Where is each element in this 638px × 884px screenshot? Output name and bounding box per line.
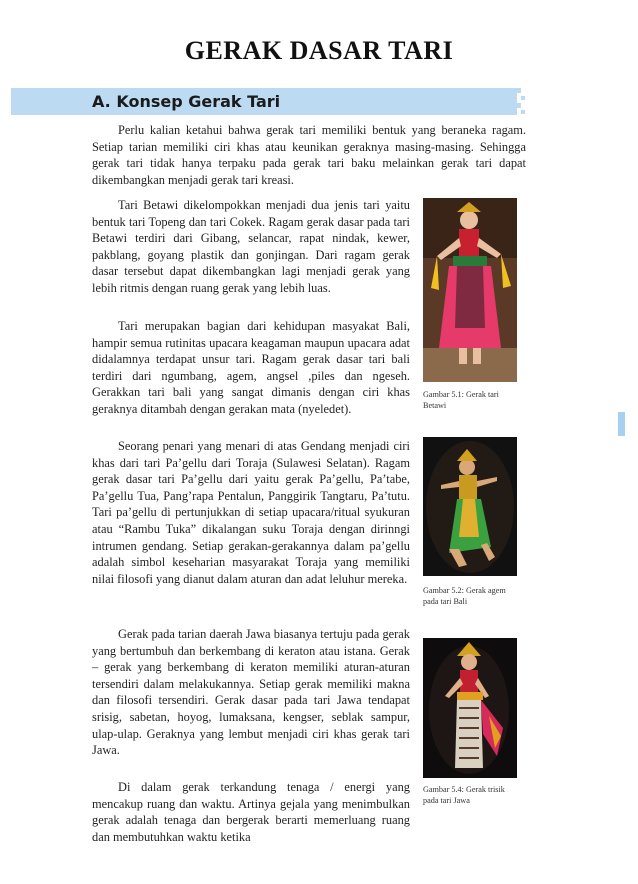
page-edge-tab — [618, 412, 625, 436]
bar-decoration — [516, 103, 521, 108]
section-title: A. Konsep Gerak Tari — [92, 92, 281, 111]
figure-caption: Gambar 5.1: Gerak tari Betawi — [423, 390, 499, 410]
bar-decoration — [521, 96, 525, 100]
paragraph-betawi: Tari Betawi dikelompokkan menjadi dua jenis tari yaitu bentuk tari Topeng dan tari Cokek. Ragam gerak dasar pada tari Betawi terdiri dari Gibang, selancar, rapat nindak, kewer, pakblang, goyang plastik dan gonjingan. Dari ragam gerak dasar tersebut dapat dikembangkan lagi menjadi gerak yang lebih ritmis dengan ruang gerak yang lebih luas. — [92, 198, 410, 295]
bali-dancer-photo — [423, 437, 517, 576]
page-title: GERAK DASAR TARI — [184, 36, 454, 65]
paragraph-toraja: Seorang penari yang menari di atas Gendang menjadi ciri khas dari tari Pa’gellu dari Toraja (Sulawesi Selatan). Ragam gerak dasar tari Pa’gellu dari yaitu gerak Pa’gellu, Pa’tabe, Pa’gellu Tua, Pang’rapa Pentalun, Panggirik Tangtaru, Pa’tutu. Tari pa’gellu di pertunjukkan di setiap upacara/ritual syukuran atau “Rambu Tuka” dikalangan suku Toraja dengan dirinngi intrumen gendang. Setiap gerakan-gerakannya dalam pa’gellu adalah simbol keseharian masyarakat Toraja yang memiliki nilai filosofi yang dianut dalam aturan dan adat leluhur mereka. — [92, 439, 410, 586]
paragraph-jawa: Gerak pada tarian daerah Jawa biasanya tertuju pada gerak yang bertumbuh dan berkembang di keraton atau istana. Gerak – gerak yang berkembang di keraton memiliki aturan-aturan tersendiri dalam melakukannya. Setiap gerak memiliki makna dan filosofi tersendiri. Gerak dasar pada tari Jawa tendapat srisig, sabetan, hoyog, lumaksana, kengser, seblak sampur, ulap-ulap. Geraknya yang lembut menjadi ciri khas gerak tari Jawa. — [92, 627, 410, 758]
paragraph-bali: Tari merupakan bagian dari kehidupan masyakat Bali, hampir semua rutinitas upacara keagaman maupun upacara adat didalamnya terdapat unsur tari. Ragam gerak dasar tari bali terdiri dari ngumbang, agem, angsel ,piles dan ngeseh. Gerakkan tari bali yang sangat dimanis dengan ciri khas geraknya ditambah dengan gerakan mata (nyeledet). — [92, 319, 410, 416]
paragraph-intro: Perlu kalian ketahui bahwa gerak tari memiliki bentuk yang beraneka ragam. Setiap tarian memiliki ciri khas atau keunikan geraknya masing-masing. Sehingga gerak tari tidak hanya terpaku pada gerak tari baku melainkan gerak tari dapat dikembangkan menjadi gerak tari kreasi. — [92, 123, 526, 187]
bar-decoration — [521, 110, 525, 114]
javanese-dancer-photo — [423, 638, 517, 778]
bar-decoration — [516, 88, 521, 93]
figure-caption: Gambar 5.2: Gerak agem pada tari Bali — [423, 586, 506, 606]
betawi-dancer-photo — [423, 198, 517, 382]
figure-caption: Gambar 5.4: Gerak trisik pada tari Jawa — [423, 785, 505, 805]
paragraph-energi: Di dalam gerak terkandung tenaga / energi yang mencakup ruang dan waktu. Artinya gejala yang menimbulkan gerak adalah tenaga dan bergerak berarti memerluang ruang dan membutuhkan waktu ketika — [92, 780, 410, 844]
